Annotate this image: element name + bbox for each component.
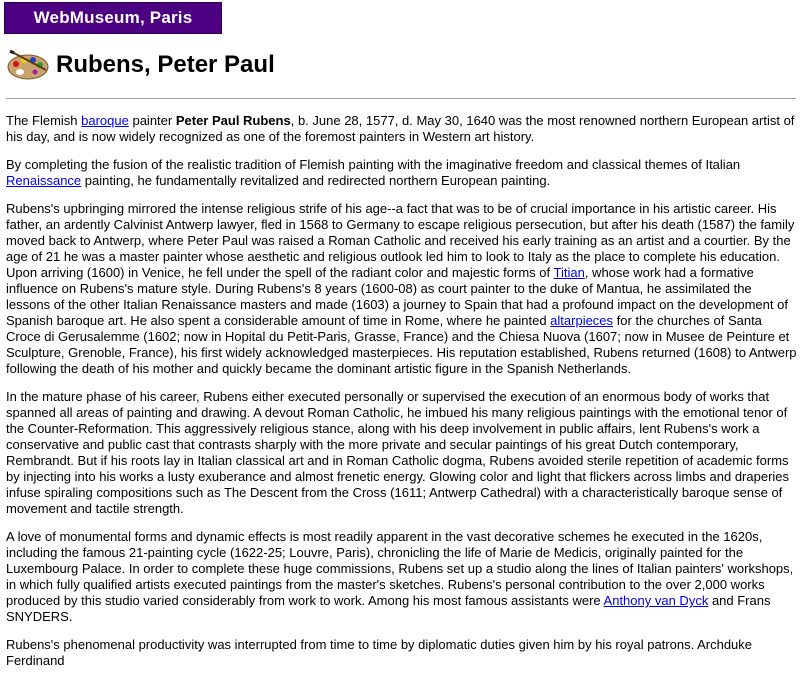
text-span: In the mature phase of his career, Rubens either executed personally or supervised the execution of an enormous body of works that spanned all areas of painting and drawing. A devout Roman Catholic, he imbued his many religious paintings with the emotional tenor of the Counter-Reformation. This aggressively religious stance, along with his deep involvement in public affairs, lent Rubens's work a conservative and public cast that contrasts sharply with the more private and secular paintings of his great Dutch contemporary, Rembrandt. But if his roots lay in Italian classical art and in Roman Catholic dogma, Rubens avoided sterile repetition of academic forms by injecting into his works a lusty exuberance and almost frenetic energy. Glowing color and light that flickers across limbs and draperies infuse spiraling compositions such as The Descent from the Cross (1611; Antwerp Cathedral) with a characteristically baroque sense of movement and tactile strength. bbox=[6, 389, 790, 516]
text-span: The Flemish bbox=[6, 113, 82, 128]
paragraph-3 bbox=[6, 201, 799, 377]
text-span: A love of monumental forms and dynamic effects is most readily apparent in the vast decorative schemes he executed in the 1620s, including the famous 21-painting cycle (1622-25; Louvre, Paris), chronicling the life of Marie de Medicis, originally painted for the Luxembourg Palace. In order to complete these huge commissions, Rubens set up a studio along the lines of Italian painters' workshops, in which fully qualified artists executed paintings from the master's sketches. Rubens's personal contribution to the over 2,000 works produced by this studio varied considerably from work to work. Among his most famous assistants were bbox=[6, 529, 794, 608]
text-span: Rubens's upbringing mirrored the intense religious strife of his age--a fact that was to be of crucial importance in his artistic career. His father, an ardently Calvinist Antwerp lawyer, fled in 1568 to Germany to escape religious persecution, but after his death (1587) the family moved back to Antwerp, where Peter Paul was raised a Roman Catholic and received his early training as an artist and a courtier. By the age of 21 he was a master painter whose aesthetic and religious outlook led him to look to Italy as the place to complete his education. Upon arriving (1600) in Venice, he fell under the spell of the radiant color and majestic forms of bbox=[6, 201, 795, 280]
text-span: , whose work had a formative influence on Rubens's mature style. During Rubens's 8 years (1600-08) as court painter to the duke of Mantua, he assimilated the lessons of the other Italian Renaissance masters and made (1603) a journey to Spain that had a profound impact on the development of Spanish baroque art. He also spent a considerable amount of time in Rome, where he painted bbox=[6, 265, 788, 328]
page-heading bbox=[6, 48, 275, 82]
text-span: , b. June 28, 1577, d. May 30, 1640 was the most renowned northern European artist of his day, and is now widely recognized as one of the foremost painters in Western art history. bbox=[6, 113, 795, 144]
banner-title: WebMuseum, Paris bbox=[33, 8, 193, 27]
link-renaissance[interactable]: Renaissance bbox=[6, 173, 82, 188]
text-span: and Frans SNYDERS. bbox=[6, 593, 771, 624]
text-span: for the churches of Santa Croce di Gerusalemme (1602; now in Hopital du Petit-Paris, Grasse, France) and the Chiesa Nuova (1607; now in Musee de Peinture et Sculpture, Grenoble, France), his first widely acknowledged masterpieces. His reputation established, Rubens returned (1608) to Antwerp following the death of his mother and quickly became the dominant artistic figure in the Spanish Netherlands. bbox=[6, 313, 797, 376]
webmuseum-banner[interactable] bbox=[4, 2, 222, 34]
paragraph-4 bbox=[6, 389, 799, 517]
paragraph-2 bbox=[6, 157, 799, 189]
link-titian[interactable]: Titian bbox=[553, 265, 585, 280]
link-altarpieces[interactable]: altarpieces bbox=[550, 313, 614, 328]
painter-palette-icon bbox=[6, 48, 52, 82]
text-span: painting, he fundamentally revitalized and redirected northern European painting. bbox=[81, 173, 551, 188]
article-body bbox=[6, 113, 799, 681]
artist-name: Peter Paul Rubens bbox=[175, 113, 291, 128]
divider bbox=[6, 98, 796, 100]
paragraph-1 bbox=[6, 113, 799, 145]
text-span: By completing the fusion of the realistic tradition of Flemish painting with the imaginative freedom and classical themes of Italian bbox=[6, 157, 741, 172]
paragraph-5 bbox=[6, 529, 799, 625]
link-anthony-van-dyck[interactable]: Anthony van Dyck bbox=[603, 593, 709, 608]
page-title: Rubens, Peter Paul bbox=[56, 51, 275, 78]
paragraph-6 bbox=[6, 637, 799, 669]
text-span: painter bbox=[128, 113, 176, 128]
link-baroque[interactable]: baroque bbox=[81, 113, 129, 128]
text-span: Rubens's phenomenal productivity was interrupted from time to time by diplomatic duties given him by his royal patrons. Archduke Ferdinand bbox=[6, 637, 753, 668]
